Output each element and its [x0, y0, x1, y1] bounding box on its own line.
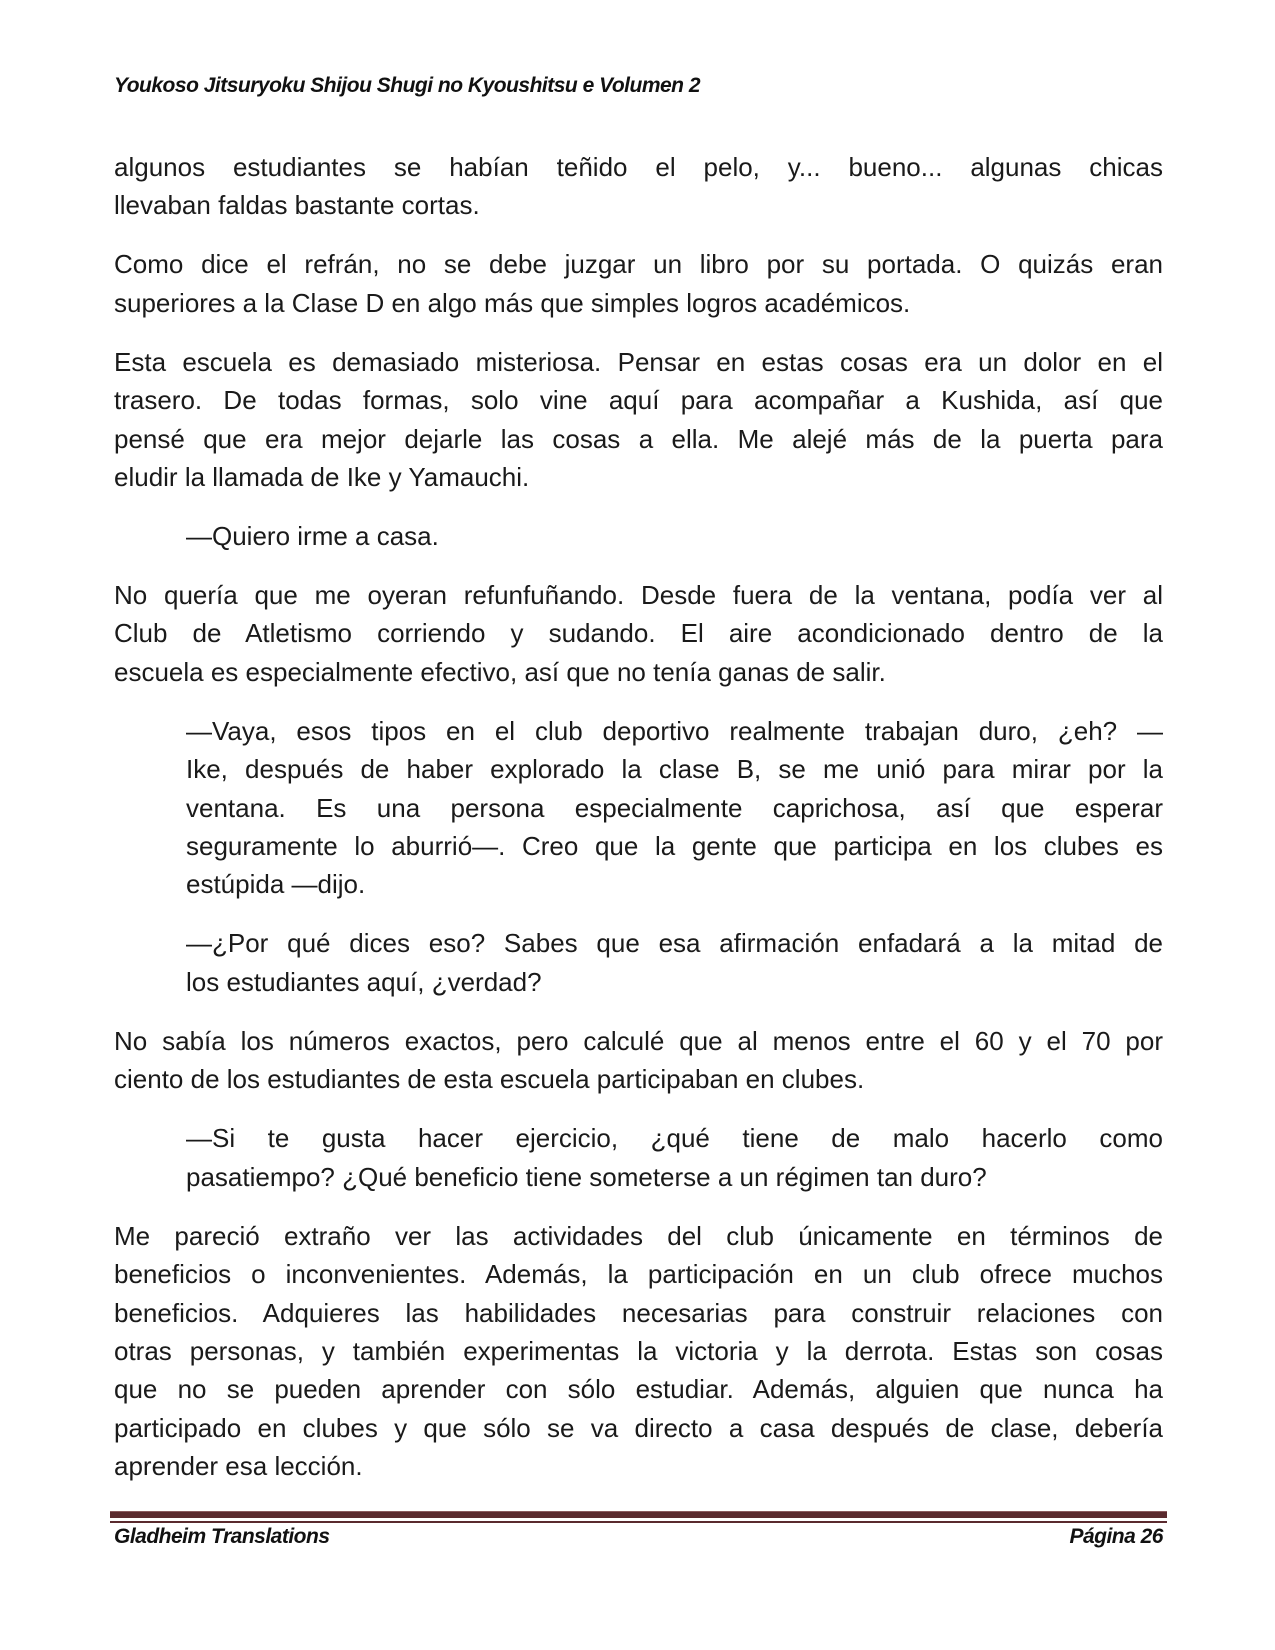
text-line: No quería que me oyeran refunfuñando. Desde fuera de la ventana, podía ver al — [114, 580, 1163, 611]
text-line: aprender esa lección. — [114, 1451, 363, 1482]
text-line: otras personas, y también experimentas la victoria y la derrota. Estas son cosas — [114, 1335, 1163, 1366]
text-line: los estudiantes aquí, ¿verdad? — [186, 966, 542, 997]
text-line: que no se pueden aprender con sólo estudiar. Además, alguien que nunca ha — [114, 1374, 1163, 1405]
text-line: eludir la llamada de Ike y Yamauchi. — [114, 462, 530, 493]
dialogue-paragraph — [186, 1119, 1163, 1196]
text-line: ventana. Es una persona especialmente caprichosa, así que esperar — [186, 792, 1163, 823]
running-header: Youkoso Jitsuryoku Shijou Shugi no Kyoushitsu e Volumen 2 — [114, 74, 701, 97]
text-line: seguramente lo aburrió—. Creo que la gente que participa en los clubes es — [186, 831, 1163, 862]
paragraph — [114, 245, 1163, 322]
text-line: algunos estudiantes se habían teñido el pelo, y... bueno... algunas chicas — [114, 152, 1163, 182]
dialogue-paragraph — [186, 924, 1163, 1001]
text-line: beneficios. Adquieres las habilidades necesarias para construir relaciones con — [114, 1297, 1163, 1328]
paragraph — [114, 343, 1163, 497]
text-line: Esta escuela es demasiado misteriosa. Pensar en estas cosas era un dolor en el — [114, 346, 1163, 377]
paragraph — [114, 576, 1163, 691]
page-number: Página 26 — [1069, 1525, 1163, 1548]
footer-rule-thin — [110, 1521, 1167, 1523]
page-body — [114, 148, 1163, 1506]
text-line: Club de Atletismo corriendo y sudando. El aire acondicionado dentro de la — [114, 618, 1163, 649]
text-line: Me pareció extraño ver las actividades del club únicamente en términos de — [114, 1220, 1163, 1251]
text-line: pensé que era mejor dejarle las cosas a ella. Me alejé más de la puerta para — [114, 423, 1163, 454]
text-line: pasatiempo? ¿Qué beneficio tiene someterse a un régimen tan duro? — [186, 1161, 987, 1192]
footer-rule — [110, 1511, 1167, 1518]
dialogue-paragraph — [186, 517, 1163, 555]
text-line: No sabía los números exactos, pero calculé que al menos entre el 60 y el 70 por — [114, 1025, 1163, 1056]
paragraph — [114, 1217, 1163, 1486]
text-line: —¿Por qué dices eso? Sabes que esa afirmación enfadará a la mitad de — [186, 928, 1163, 959]
text-line: superiores a la Clase D en algo más que simples logros académicos. — [114, 287, 911, 318]
text-line: llevaban faldas bastante cortas. — [114, 190, 480, 221]
text-line: escuela es especialmente efectivo, así que no tenía ganas de salir. — [114, 656, 886, 687]
text-line: trasero. De todas formas, solo vine aquí para acompañar a Kushida, así que — [114, 385, 1163, 416]
dialogue-paragraph — [186, 712, 1163, 904]
text-line: participado en clubes y que sólo se va directo a casa después de clase, debería — [114, 1412, 1163, 1443]
text-line: beneficios o inconvenientes. Además, la participación en un club ofrece muchos — [114, 1259, 1163, 1290]
text-line: estúpida —dijo. — [186, 869, 366, 900]
text-line: —Si te gusta hacer ejercicio, ¿qué tiene de malo hacerlo como — [186, 1123, 1163, 1154]
paragraph — [114, 148, 1163, 225]
text-line: —Quiero irme a casa. — [186, 521, 439, 552]
text-line: Ike, después de haber explorado la clase B, se me unió para mirar por la — [186, 754, 1163, 785]
text-line: —Vaya, esos tipos en el club deportivo realmente trabajan duro, ¿eh? — — [186, 715, 1163, 746]
text-line: Como dice el refrán, no se debe juzgar un libro por su portada. O quizás eran — [114, 249, 1163, 280]
text-line: ciento de los estudiantes de esta escuela participaban en clubes. — [114, 1064, 865, 1095]
footer-translator: Gladheim Translations — [114, 1525, 330, 1548]
paragraph — [114, 1022, 1163, 1099]
